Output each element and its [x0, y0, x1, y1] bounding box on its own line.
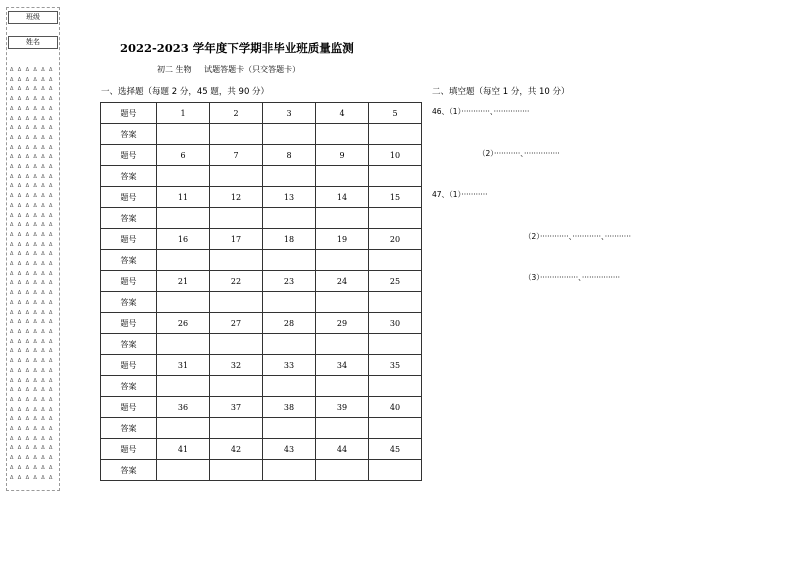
question-number: 22 [210, 271, 263, 292]
q46-part2[interactable]: （2）···········、··············· [478, 149, 560, 158]
question-number-row [101, 103, 422, 124]
answer-cell[interactable] [369, 166, 422, 187]
answer-cell[interactable] [369, 292, 422, 313]
question-number: 7 [210, 145, 263, 166]
answer-cell[interactable] [157, 460, 210, 481]
question-number: 8 [263, 145, 316, 166]
question-number: 3 [263, 103, 316, 124]
question-number: 34 [316, 355, 369, 376]
answer-label: 答案 [101, 166, 157, 187]
section2-heading: 二、填空题（每空 1 分，共 10 分） [432, 87, 570, 97]
answer-cell[interactable] [157, 292, 210, 313]
question-number: 35 [369, 355, 422, 376]
question-number: 6 [157, 145, 210, 166]
answer-cell[interactable] [316, 376, 369, 397]
answer-cell[interactable] [316, 460, 369, 481]
question-number: 27 [210, 313, 263, 334]
answer-cell[interactable] [157, 334, 210, 355]
question-number: 33 [263, 355, 316, 376]
question-number: 40 [369, 397, 422, 418]
question-number-row [101, 187, 422, 208]
answer-row [101, 376, 422, 397]
answer-cell[interactable] [157, 418, 210, 439]
answer-label: 答案 [101, 376, 157, 397]
question-number: 26 [157, 313, 210, 334]
question-number: 5 [369, 103, 422, 124]
answer-cell[interactable] [316, 250, 369, 271]
question-number: 15 [369, 187, 422, 208]
question-number: 13 [263, 187, 316, 208]
answer-row [101, 418, 422, 439]
name-label: 姓名 [26, 38, 40, 46]
answer-cell[interactable] [263, 376, 316, 397]
grade-subject: 初二 生物 [157, 65, 192, 74]
answer-row [101, 124, 422, 145]
question-number: 45 [369, 439, 422, 460]
question-number: 21 [157, 271, 210, 292]
answer-cell[interactable] [210, 166, 263, 187]
question-number: 31 [157, 355, 210, 376]
question-number: 39 [316, 397, 369, 418]
answer-cell[interactable] [263, 166, 316, 187]
answer-label: 答案 [101, 460, 157, 481]
binding-margin [6, 7, 60, 491]
question-number: 25 [369, 271, 422, 292]
question-number: 30 [369, 313, 422, 334]
answer-cell[interactable] [157, 376, 210, 397]
question-number: 32 [210, 355, 263, 376]
answer-cell[interactable] [369, 418, 422, 439]
question-number: 20 [369, 229, 422, 250]
multiple-choice-answer-table [100, 102, 422, 481]
answer-row [101, 250, 422, 271]
answer-cell[interactable] [157, 124, 210, 145]
answer-cell[interactable] [263, 250, 316, 271]
question-number: 4 [316, 103, 369, 124]
question-number-row [101, 355, 422, 376]
answer-cell[interactable] [263, 418, 316, 439]
answer-cell[interactable] [369, 334, 422, 355]
answer-label: 答案 [101, 124, 157, 145]
question-label: 题号 [101, 103, 157, 124]
answer-label: 答案 [101, 292, 157, 313]
subtitle [157, 64, 310, 75]
answer-cell[interactable] [210, 124, 263, 145]
answer-cell[interactable] [263, 460, 316, 481]
answer-cell[interactable] [369, 124, 422, 145]
question-number: 24 [316, 271, 369, 292]
answer-cell[interactable] [369, 208, 422, 229]
question-number-row [101, 313, 422, 334]
answer-cell[interactable] [210, 334, 263, 355]
answer-cell[interactable] [369, 460, 422, 481]
question-label: 题号 [101, 271, 157, 292]
answer-cell[interactable] [157, 208, 210, 229]
section1-heading: 一、选择题（每题 2 分，45 题，共 90 分） [101, 87, 270, 97]
question-number: 38 [263, 397, 316, 418]
question-number: 11 [157, 187, 210, 208]
class-label: 班级 [26, 13, 40, 21]
question-label: 题号 [101, 187, 157, 208]
question-number: 43 [263, 439, 316, 460]
answer-cell[interactable] [210, 418, 263, 439]
question-number: 14 [316, 187, 369, 208]
answer-cell[interactable] [210, 292, 263, 313]
answer-cell[interactable] [157, 250, 210, 271]
question-number: 9 [316, 145, 369, 166]
question-number: 36 [157, 397, 210, 418]
question-label: 题号 [101, 355, 157, 376]
answer-cell[interactable] [316, 334, 369, 355]
question-label: 题号 [101, 439, 157, 460]
answer-label: 答案 [101, 208, 157, 229]
page-title: 2022-2023 学年度下学期非毕业班质量监测 [120, 41, 354, 55]
question-label: 题号 [101, 397, 157, 418]
question-number: 23 [263, 271, 316, 292]
answer-label: 答案 [101, 250, 157, 271]
question-number-row [101, 229, 422, 250]
question-number-row [101, 439, 422, 460]
answer-label: 答案 [101, 418, 157, 439]
question-number: 12 [210, 187, 263, 208]
answer-cell[interactable] [210, 376, 263, 397]
question-number-row [101, 145, 422, 166]
question-label: 题号 [101, 313, 157, 334]
question-number-row [101, 271, 422, 292]
question-number: 44 [316, 439, 369, 460]
question-number: 1 [157, 103, 210, 124]
answer-label: 答案 [101, 334, 157, 355]
class-field[interactable] [8, 11, 58, 24]
answer-cell[interactable] [316, 208, 369, 229]
answer-cell[interactable] [157, 166, 210, 187]
question-number: 28 [263, 313, 316, 334]
answer-cell[interactable] [369, 376, 422, 397]
answer-cell[interactable] [316, 418, 369, 439]
answer-cell[interactable] [210, 460, 263, 481]
answer-cell[interactable] [316, 292, 369, 313]
question-number: 10 [369, 145, 422, 166]
question-number-row [101, 397, 422, 418]
question-number: 2 [210, 103, 263, 124]
answer-row [101, 334, 422, 355]
answer-row [101, 166, 422, 187]
question-number: 42 [210, 439, 263, 460]
answer-row [101, 292, 422, 313]
answer-cell[interactable] [263, 292, 316, 313]
question-number: 16 [157, 229, 210, 250]
answer-cell[interactable] [263, 208, 316, 229]
question-number: 19 [316, 229, 369, 250]
answer-cell[interactable] [369, 250, 422, 271]
question-number: 37 [210, 397, 263, 418]
q47-part2[interactable]: （2）············、············、··········· [524, 232, 631, 241]
question-number: 17 [210, 229, 263, 250]
answer-cell[interactable] [316, 124, 369, 145]
answer-row [101, 460, 422, 481]
q47-part3[interactable]: （3）················、················ [524, 273, 621, 282]
answer-cell[interactable] [263, 124, 316, 145]
q47-part1[interactable]: 47、（1）··········· [432, 190, 488, 199]
question-label: 题号 [101, 145, 157, 166]
binding-line-pattern: Δ Δ Δ Δ Δ Δ Δ Δ Δ Δ Δ Δ Δ Δ Δ Δ Δ Δ Δ Δ Δ Δ Δ Δ Δ Δ Δ Δ Δ Δ Δ Δ Δ Δ Δ Δ Δ Δ Δ Δ Δ Δ Δ Δ Δ Δ Δ Δ Δ Δ Δ Δ Δ Δ Δ Δ Δ Δ Δ Δ Δ Δ Δ Δ Δ Δ Δ Δ Δ Δ Δ Δ Δ Δ Δ Δ Δ Δ Δ Δ Δ Δ Δ Δ Δ Δ Δ Δ Δ Δ Δ Δ Δ Δ Δ Δ Δ Δ Δ Δ Δ Δ Δ Δ Δ Δ Δ Δ Δ Δ Δ Δ Δ Δ Δ Δ Δ Δ Δ Δ Δ Δ Δ Δ Δ Δ Δ Δ Δ Δ Δ Δ Δ Δ Δ Δ Δ Δ Δ Δ Δ Δ Δ Δ Δ Δ Δ Δ Δ Δ Δ Δ Δ Δ Δ Δ Δ Δ Δ Δ Δ Δ Δ Δ Δ Δ Δ Δ Δ Δ Δ Δ Δ Δ Δ Δ Δ Δ Δ Δ Δ Δ Δ Δ Δ Δ Δ Δ Δ Δ Δ Δ Δ Δ Δ Δ Δ Δ Δ Δ Δ Δ Δ Δ Δ Δ Δ Δ Δ Δ Δ Δ Δ Δ Δ Δ Δ Δ Δ Δ Δ Δ Δ Δ Δ Δ Δ Δ Δ Δ Δ Δ Δ Δ Δ Δ Δ Δ Δ Δ Δ Δ Δ Δ Δ Δ Δ Δ Δ Δ Δ Δ Δ Δ Δ Δ Δ Δ [10, 67, 54, 481]
card-name: 试题答题卡（只交答题卡） [204, 65, 301, 74]
question-number: 18 [263, 229, 316, 250]
q46-part1[interactable]: 46、（1）············、··············· [432, 107, 530, 116]
answer-row [101, 208, 422, 229]
question-number: 29 [316, 313, 369, 334]
answer-cell[interactable] [263, 334, 316, 355]
question-number: 41 [157, 439, 210, 460]
answer-cell[interactable] [316, 166, 369, 187]
name-field[interactable] [8, 36, 58, 49]
answer-cell[interactable] [210, 250, 263, 271]
answer-cell[interactable] [210, 208, 263, 229]
question-label: 题号 [101, 229, 157, 250]
